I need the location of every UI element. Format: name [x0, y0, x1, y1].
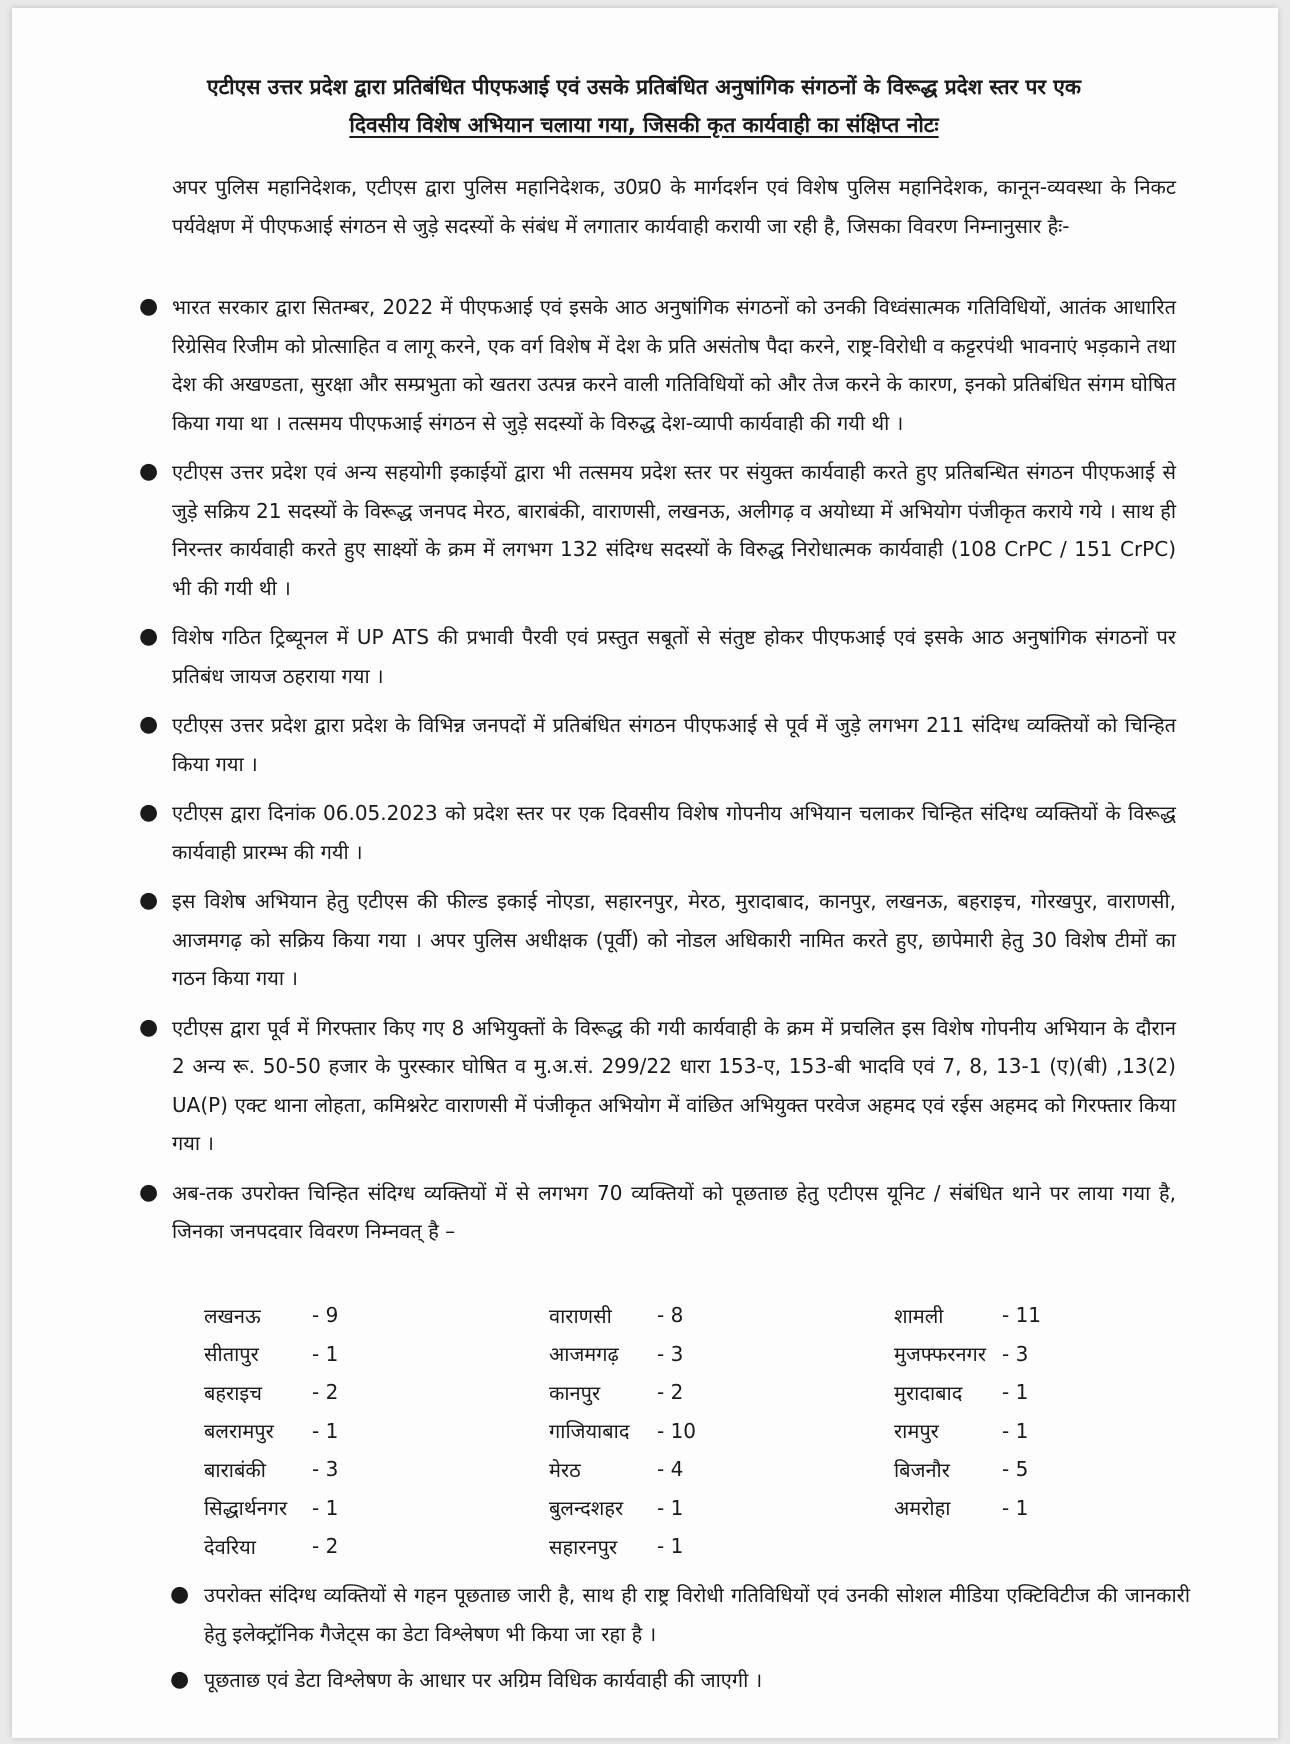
district-count: - 5: [1002, 1457, 1029, 1482]
intro-paragraph: [172, 168, 1176, 245]
district-name: वाराणसी: [549, 1303, 612, 1328]
list-item: [139, 1174, 1176, 1251]
bullet-icon: ●: [139, 888, 159, 913]
district-name: आजमगढ़: [549, 1342, 619, 1367]
district-name: देवरिया: [204, 1534, 256, 1559]
district-count: - 1: [312, 1418, 339, 1443]
district-name: सिद्धार्थनगर: [204, 1496, 288, 1521]
bullet-icon: ●: [139, 294, 159, 319]
list-item: [170, 1661, 1190, 1700]
district-name: बलरामपुर: [204, 1419, 274, 1444]
district-name: कानपुर: [549, 1380, 601, 1405]
district-count: - 3: [1002, 1341, 1029, 1366]
list-item-text: एटीएस उत्तर प्रदेश द्वारा प्रदेश के विभिन्न जनपदों में प्रतिबंधित संगठन पीएफआई से पूर्व में जुड़े लगभग 211 संदिग्ध व्यक्तियों को चिन्हित किया गया ।: [172, 713, 1176, 776]
district-count: [1002, 1527, 1104, 1566]
district-name: बुलन्दशहर: [549, 1496, 624, 1521]
district-count: - 1: [312, 1341, 339, 1366]
district-name: मुजफ्फरनगर: [894, 1342, 986, 1367]
list-item: [139, 453, 1176, 607]
district-name: सहारनपुर: [549, 1534, 618, 1559]
table-row: [204, 1373, 1104, 1412]
district-count: - 10: [657, 1418, 697, 1443]
bullet-icon: ●: [139, 712, 159, 737]
district-name: मेरठ: [549, 1457, 581, 1482]
district-count: - 4: [657, 1457, 684, 1482]
district-count: - 11: [1002, 1303, 1042, 1328]
district-count: - 9: [312, 1303, 339, 1328]
list-item-text: विशेष गठित ट्रिब्यूनल में UP ATS की प्रभावी पैरवी एवं प्रस्तुत सबूतों से संतुष्ट होकर पीएफआई एवं इसके आठ अनुषांगिक संगठनों पर प्रतिबंध जायज ठहराया गया ।: [172, 625, 1176, 688]
list-item: [139, 794, 1176, 871]
district-name: बिजनौर: [894, 1457, 950, 1482]
district-count: - 1: [312, 1495, 339, 1520]
district-name: बाराबंकी: [204, 1457, 266, 1482]
list-item: [139, 618, 1176, 695]
district-name: [894, 1527, 1002, 1566]
list-item-text: एटीएस उत्तर प्रदेश एवं अन्य सहयोगी इकाईयों द्वारा भी तत्समय प्रदेश स्तर पर संयुक्त कार्यवाही करते हुए प्रतिबन्धित संगठन पीएफआई से जुड़े सक्रिय 21 सदस्यों के विरूद्ध जनपद मेरठ, बाराबंकी, वाराणसी, लखनऊ, अलीगढ़ व अयोध्या में अभियोग पंजीकृत कराये गये । साथ ही निरन्तर कार्यवाही करते हुए साक्ष्यों के क्रम में लगभग 132 संदिग्ध सदस्यों के विरुद्ध निरोधात्मक कार्यवाही (108 CrPC / 151 CrPC) भी की गयी थी ।: [172, 460, 1176, 600]
list-item-text: उपरोक्त संदिग्ध व्यक्तियों से गहन पूछताछ जारी है, साथ ही राष्ट्र विरोधी गतिविधियों एवं उनकी सोशल मीडिया एक्टिविटीज की जानकारी हेतु इलेक्ट्रॉनिक गैजेट्स का डेटा विश्लेषण भी किया जा रहा है ।: [204, 1583, 1190, 1646]
district-count: - 2: [312, 1534, 339, 1559]
table-row: [204, 1527, 1104, 1566]
district-name: लखनऊ: [204, 1303, 261, 1328]
district-count-table: [204, 1296, 1104, 1566]
bullet-icon: ●: [170, 1582, 190, 1607]
district-name: रामपुर: [894, 1419, 939, 1444]
district-count: - 1: [657, 1534, 684, 1559]
bullet-icon: ●: [139, 459, 159, 484]
document-title-line-1: एटीएस उत्तर प्रदेश द्वारा प्रतिबंधित पीएफआई एवं उसके प्रतिबंधित अनुषांगिक संगठनों के विरूद्ध प्रदेश स्तर पर एक: [206, 75, 1082, 99]
document-page: [12, 8, 1278, 1738]
district-name: बहराइच: [204, 1380, 262, 1405]
district-count: - 3: [312, 1457, 339, 1482]
intro-text: अपर पुलिस महानिदेशक, एटीएस द्वारा पुलिस महानिदेशक, उ0प्र0 के मार्गदर्शन एवं विशेष पुलिस महानिदेशक, कानून-व्यवस्था के निकट पर्यवेक्षण में पीएफआई संगठन से जुड़े सदस्यों के संबंध में लगातार कार्यवाही करायी जा रही है, जिसका विवरण निम्नानुसार हैः-: [172, 175, 1176, 238]
list-item-text: भारत सरकार द्वारा सितम्बर, 2022 में पीएफआई एवं इसके आठ अनुषांगिक संगठनों को उनकी विध्वंसात्मक गतिविधियों, आतंक आधारित रिग्रेसिव रिजीम को प्रोत्साहित व लागू करने, एक वर्ग विशेष में देश के प्रति असंतोष पैदा करने, राष्ट्र-विरोधी व कट्टरपंथी भावनाएं भड़काने तथा देश की अखण्डता, सुरक्षा और सम्प्रभुता को खतरा उत्पन्न करने वाली गतिविधियों को और तेज करने के कारण, इनको प्रतिबंधित संगम घोषित किया गया था । तत्समय पीएफआई संगठन से जुड़े सदस्यों के विरुद्ध देश-व्यापी कार्यवाही की गयी थी ।: [172, 295, 1176, 435]
bullet-icon: ●: [139, 1014, 159, 1040]
district-count: - 2: [312, 1380, 339, 1405]
district-count: - 8: [657, 1303, 684, 1328]
district-name: गाजियाबाद: [549, 1419, 630, 1444]
list-item-text: एटीएस द्वारा दिनांक 06.05.2023 को प्रदेश स्तर पर एक दिवसीय विशेष गोपनीय अभियान चलाकर चिन्हित संदिग्ध व्यक्तियों के विरूद्ध कार्यवाही प्रारम्भ की गयी ।: [172, 801, 1176, 864]
table-row: [204, 1296, 1104, 1335]
bullet-icon: ●: [170, 1667, 190, 1692]
list-item-text: पूछताछ एवं डेटा विश्लेषण के आधार पर अग्रिम विधिक कार्यवाही की जाएगी ।: [204, 1668, 763, 1692]
bullet-icon: ●: [139, 624, 159, 649]
list-item: [139, 706, 1176, 783]
district-name: शामली: [894, 1303, 944, 1328]
bullet-list: [139, 288, 1176, 1262]
district-count: - 1: [1002, 1418, 1029, 1443]
list-item-text: अब-तक उपरोक्त चिन्हित संदिग्ध व्यक्तियों में से लगभग 70 व्यक्तियों को पूछताछ हेतु एटीएस यूनिट / संबंधित थाने पर लाया गया है, जिनका जनपदवार विवरण निम्नवत् है –: [172, 1180, 1176, 1243]
table-row: [204, 1412, 1104, 1451]
table-row: [204, 1450, 1104, 1489]
district-count: - 3: [657, 1341, 684, 1366]
district-count: - 2: [657, 1380, 684, 1405]
district-count: - 1: [657, 1495, 684, 1520]
document-title-line-2: दिवसीय विशेष अभियान चलाया गया, जिसकी कृत कार्यवाही का संक्षिप्त नोटः: [349, 113, 939, 137]
bullet-icon: ●: [139, 800, 159, 825]
list-item-text: एटीएस द्वारा पूर्व में गिरफ्तार किए गए 8 अभियुक्तों के विरूद्ध की गयी कार्यवाही के क्रम में प्रचलित इस विशेष गोपनीय अभियान के दौरान 2 अन्य रू. 50-50 हजार के पुरस्कार घोषित व मु.अ.सं. 299/22 धारा 153-ए, 153-बी भादवि एवं 7, 8, 13-1 (ए)(बी) ,13(2) UA(P) एक्ट थाना लोहता, कमिश्नरेट वाराणसी में पंजीकृत अभियोग में वांछित अभियुक्त परवेज अहमद एवं रईस अहमद को गिरफ्तार किया गया ।: [172, 1015, 1176, 1155]
list-item: [139, 288, 1176, 442]
list-item: [139, 882, 1176, 998]
district-name: मुरादाबाद: [894, 1380, 963, 1405]
closing-bullet-list: [170, 1576, 1190, 1708]
table-row: [204, 1335, 1104, 1374]
district-count: - 1: [1002, 1495, 1029, 1520]
district-count: - 1: [1002, 1380, 1029, 1405]
district-name: अमरोहा: [894, 1496, 951, 1521]
table-row: [204, 1489, 1104, 1528]
list-item: [170, 1576, 1190, 1653]
list-item: [139, 1009, 1176, 1163]
district-name: सीतापुर: [204, 1342, 259, 1367]
bullet-icon: ●: [139, 1179, 159, 1205]
list-item-text: इस विशेष अभियान हेतु एटीएस की फील्ड इकाई नोएडा, सहारनपुर, मेरठ, मुरादाबाद, कानपुर, लखनऊ, बहराइच, गोरखपुर, वाराणसी, आजमगढ़ को सक्रिय किया गया । अपर पुलिस अधीक्षक (पूर्वी) को नोडल अधिकारी नामित करते हुए, छापेमारी हेतु 30 विशेष टीमों का गठन किया गया ।: [172, 889, 1176, 990]
